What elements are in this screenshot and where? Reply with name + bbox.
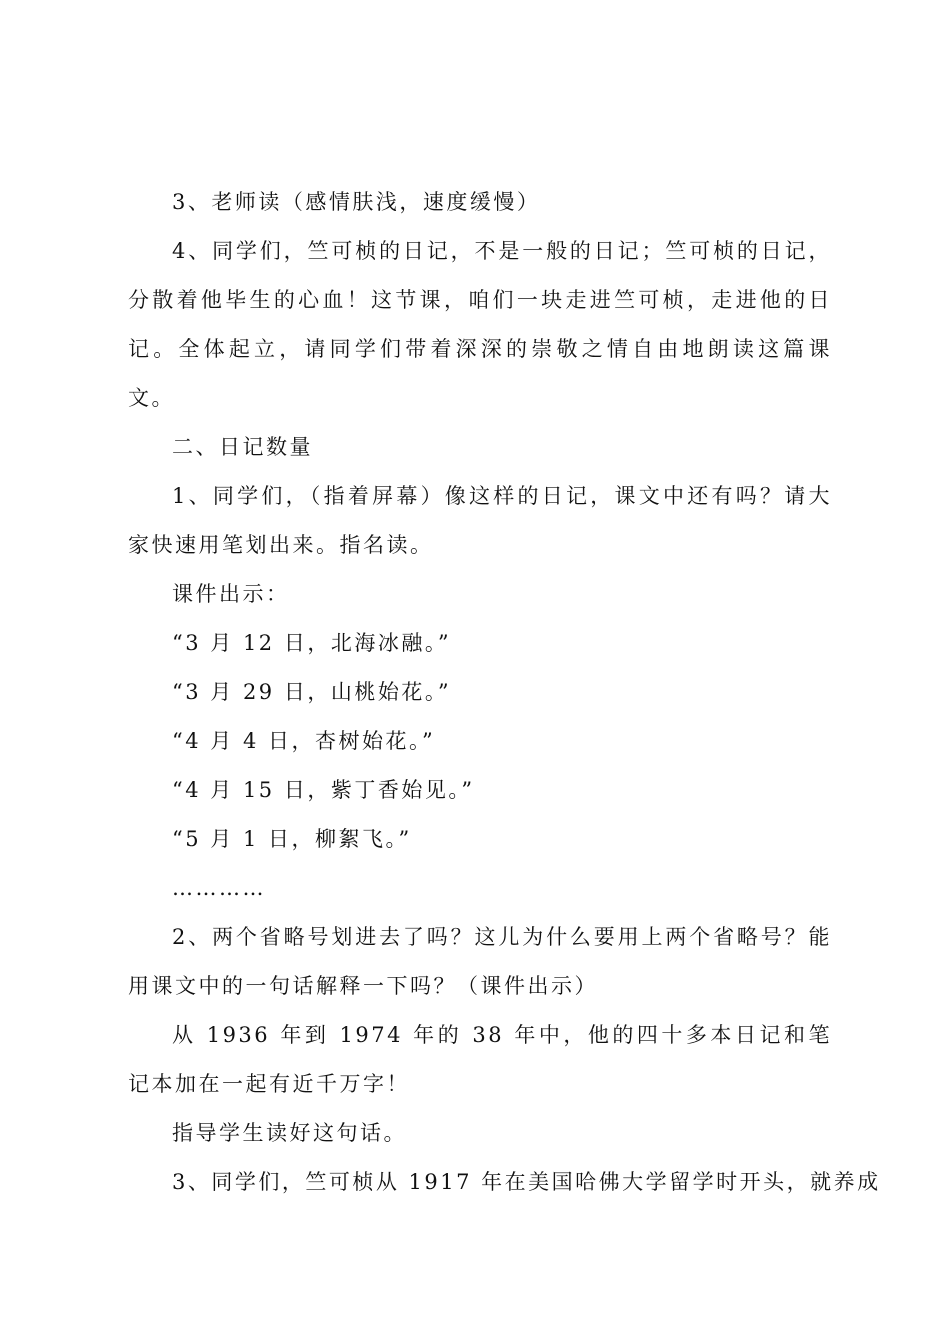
diary-entry: “3 月 12 日，北海冰融。” xyxy=(172,631,452,655)
paragraph-diary-intro: 4、同学们，竺可桢的日记，不是一般的日记；竺可桢的日记，分散着他毕生的心血！这节课，咱们一块走进竺可桢，走进他的日记。全体起立，请同学们带着深深的崇敬之情自由地朗读这篇课文。 xyxy=(128,239,832,410)
diary-entry: “3 月 29 日，山桃始花。” xyxy=(172,680,452,704)
diary-entry: “5 月 1 日，柳絮飞。” xyxy=(172,827,412,851)
paragraph-teacher-reading: 3、老师读（感情肤浅，速度缓慢） xyxy=(172,190,541,214)
paragraph-ellipsis-question: 2、两个省略号划进去了吗？这儿为什么要用上两个省略号？能用课文中的一句话解释一下吗？（课件出示） xyxy=(128,925,832,998)
diary-entry: “4 月 15 日，紫丁香始见。” xyxy=(172,778,475,802)
diary-entry: “4 月 4 日，杏树始花。” xyxy=(172,729,436,753)
section-heading-diary-count: 二、日记数量 xyxy=(172,435,313,459)
paragraph-courseware-label: 课件出示： xyxy=(172,582,290,606)
paragraph-harvard-start: 3、同学们，竺可桢从 1917 年在美国哈佛大学留学时开头，就养成 xyxy=(172,1170,881,1194)
paragraph-reading-guidance: 指导学生读好这句话。 xyxy=(172,1121,407,1145)
paragraph-diary-word-count: 从 1936 年到 1974 年的 38 年中，他的四十多本日记和笔记本加在一起有近千万字！ xyxy=(128,1023,832,1096)
paragraph-find-diaries: 1、同学们，（指着屏幕）像这样的日记，课文中还有吗？请大家快速用笔划出来。指名读。 xyxy=(128,484,832,557)
ellipsis-line: ………… xyxy=(172,876,266,900)
document-body xyxy=(128,178,881,1207)
